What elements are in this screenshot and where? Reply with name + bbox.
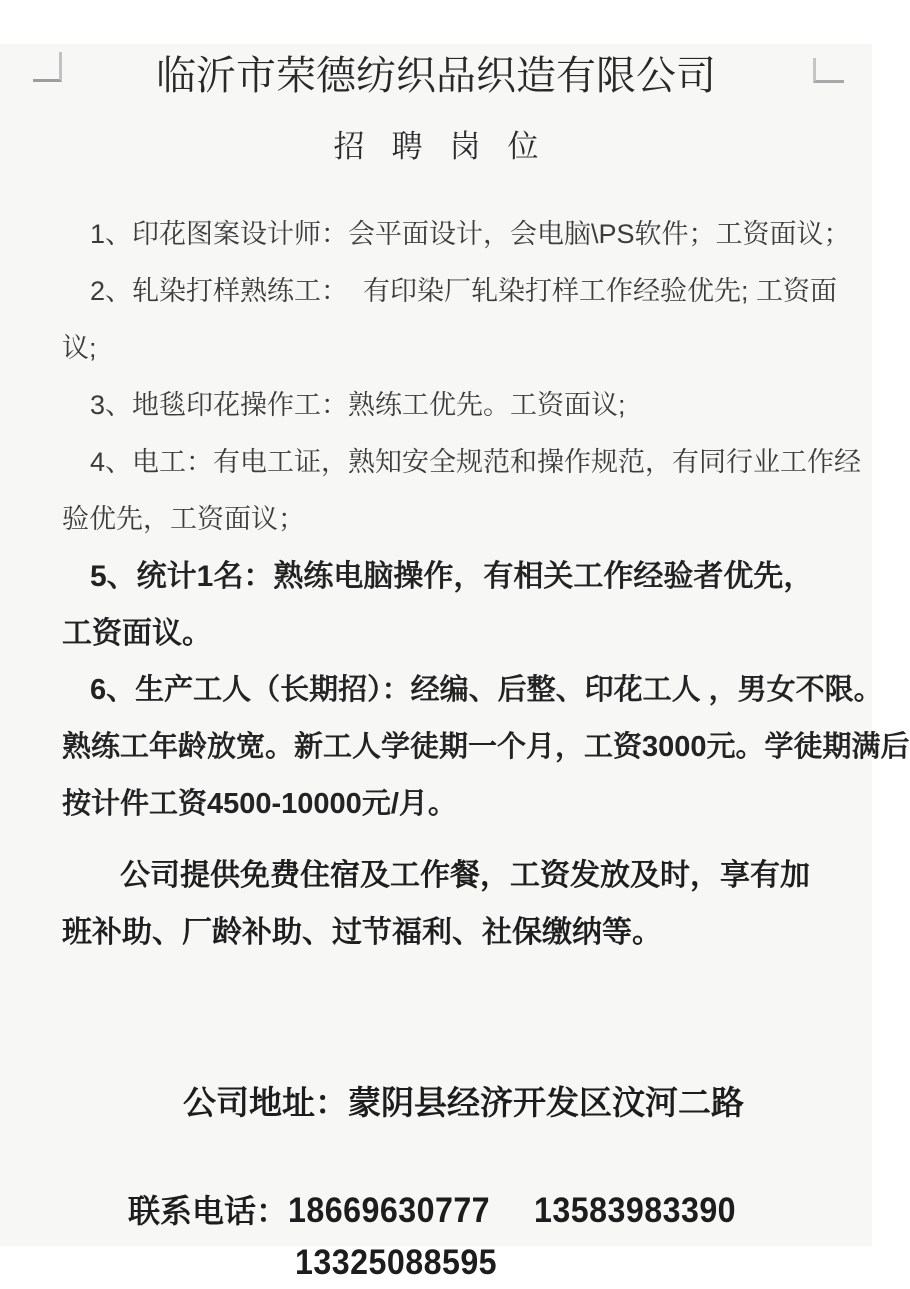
job-item-3	[62, 377, 822, 434]
job-item-4-line-2: 验优先，工资面议；	[62, 504, 305, 534]
benefits-line-1: 公司提供免费住宿及工作餐，工资发放及时，享有加	[120, 859, 810, 892]
crop-mark-top-left-icon	[33, 52, 62, 82]
job-item-2	[62, 263, 838, 377]
company-address-line	[128, 1025, 872, 1181]
job-item-6	[62, 662, 910, 833]
job-item-2-line-1: 2、轧染打样熟练工： 有印染厂轧染打样工作经验优先; 工资面	[90, 276, 838, 306]
crop-mark-top-right-icon	[813, 58, 844, 83]
job-item-5-line-2: 工资面议。	[62, 617, 212, 650]
contact-phone-line-2	[128, 1237, 872, 1289]
job-item-6-line-2: 熟练工年龄放宽。新工人学徒期一个月，工资3000元。学徒期满后	[62, 731, 910, 763]
phone-label: 联系电话：	[128, 1193, 289, 1229]
job-item-1-line-1: 1、印花图案设计师：会平面设计，会电脑\PS软件；工资面议；	[90, 219, 851, 249]
job-item-3-line-1: 3、地毯印花操作工：熟练工优先。工资面议;	[90, 390, 626, 420]
company-name-title: 临沂市荣德纺织品织造有限公司	[156, 54, 716, 98]
phone-number-2: 13583983390	[533, 1191, 736, 1230]
job-positions-list	[0, 206, 910, 961]
contact-footer	[0, 1025, 872, 1289]
recruitment-positions-subtitle: 招聘岗位	[333, 129, 566, 164]
job-item-4-line-1: 4、电工：有电工证，熟知安全规范和操作规范，有同行业工作经	[90, 447, 862, 477]
job-item-6-line-3: 按计件工资4500-10000元/月。	[62, 788, 457, 820]
contact-phone-line	[128, 1185, 872, 1237]
job-item-5	[62, 548, 822, 662]
phone-number-3: 13325088595	[295, 1243, 498, 1282]
address-label: 公司地址：	[183, 1084, 349, 1121]
benefits-paragraph	[62, 847, 822, 961]
job-item-1	[62, 206, 851, 263]
job-item-6-line-1: 6、生产工人（长期招）：经编、后整、印花工人 ，男女不限。	[90, 674, 883, 706]
job-item-5-line-1: 5、统计1名：熟练电脑操作，有相关工作经验者优先，	[90, 560, 814, 593]
job-item-4	[62, 434, 862, 548]
address-value: 蒙阴县经济开发区汶河二路	[348, 1084, 745, 1121]
recruitment-notice-document	[0, 44, 910, 1282]
job-item-2-line-2: 议;	[62, 333, 97, 363]
phone-number-1: 18669630777	[288, 1191, 491, 1230]
benefits-line-2: 班补助、厂龄补助、过节福利、社保缴纳等。	[62, 916, 662, 949]
